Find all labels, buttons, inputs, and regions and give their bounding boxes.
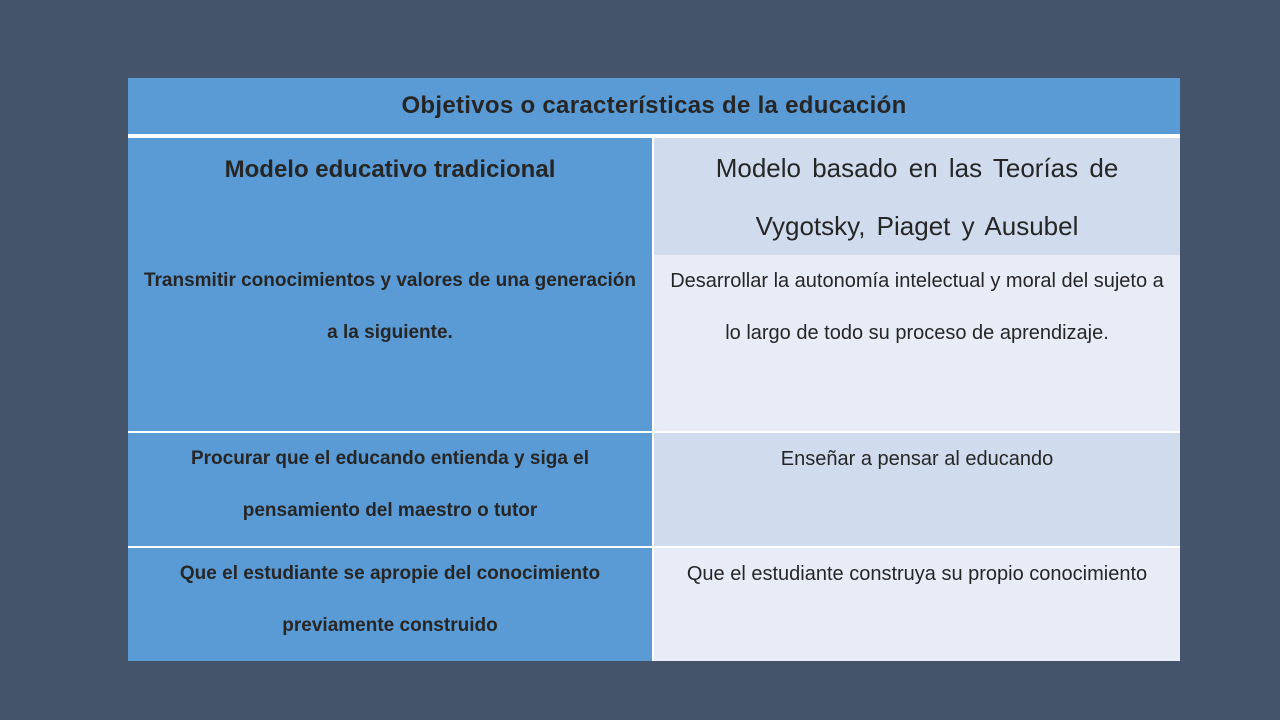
cell-traditional: Transmitir conocimientos y valores de una generación a la siguiente. (128, 255, 653, 432)
cell-traditional: Que el estudiante se apropie del conocimiento previamente construido (128, 547, 653, 661)
table-row (128, 255, 1180, 432)
cell-traditional: Procurar que el educando entienda y siga el pensamiento del maestro o tutor (128, 432, 653, 547)
comparison-table (128, 78, 1180, 661)
column-header-constructivist: Modelo basado en las Teorías de Vygotsky, Piaget y Ausubel (653, 136, 1180, 255)
table-row (128, 547, 1180, 661)
cell-constructivist: Enseñar a pensar al educando (653, 432, 1180, 547)
cell-constructivist: Que el estudiante construya su propio conocimiento (653, 547, 1180, 661)
cell-constructivist: Desarrollar la autonomía intelectual y moral del sujeto a lo largo de todo su proceso de aprendizaje. (653, 255, 1180, 432)
table-title: Objetivos o características de la educación (128, 78, 1180, 136)
table-title-row (128, 78, 1180, 136)
table-header-row (128, 136, 1180, 255)
table-row (128, 432, 1180, 547)
column-header-traditional: Modelo educativo tradicional (128, 136, 653, 255)
